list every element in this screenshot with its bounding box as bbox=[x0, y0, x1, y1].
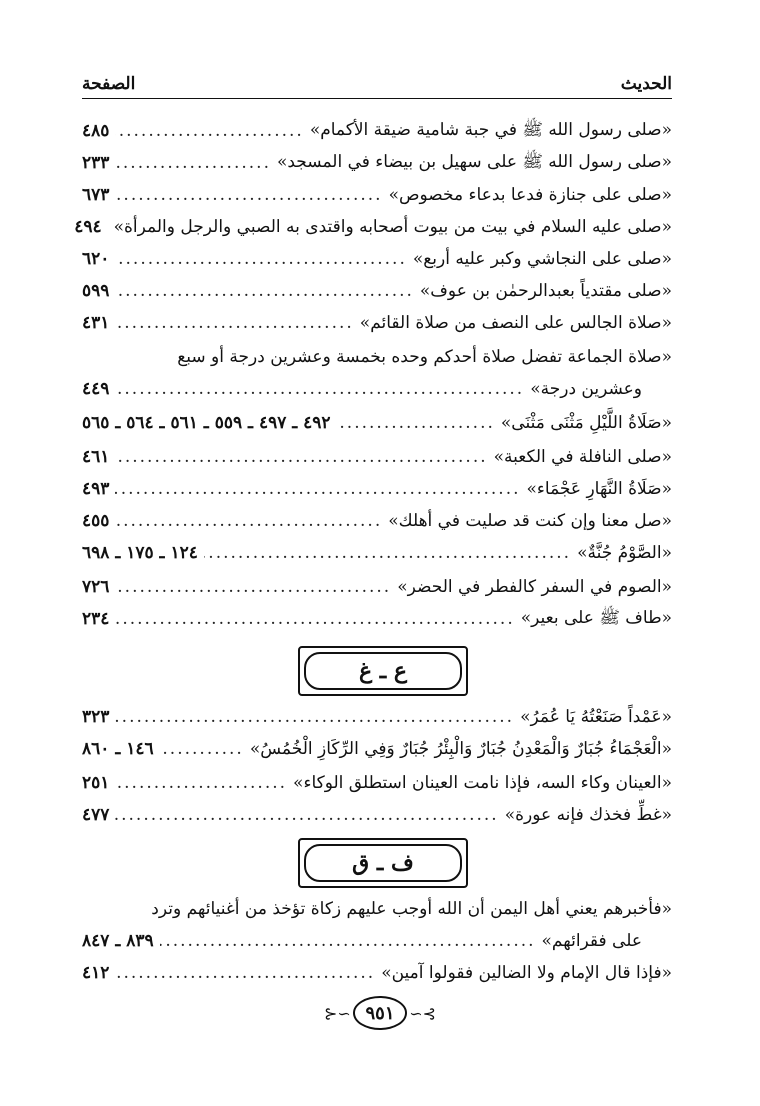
hadith-text: «صلاة الجماعة تفضل صلاة أحدكم وحده بخمسة وعشرين درجة أو سبع bbox=[177, 347, 672, 367]
leader-dots bbox=[115, 281, 414, 301]
index-entry bbox=[74, 212, 672, 242]
leader-dots bbox=[115, 609, 514, 629]
page-ref: ٤٣١ bbox=[82, 313, 110, 333]
leader-dots bbox=[115, 379, 524, 399]
index-entry-line bbox=[82, 342, 672, 372]
hadith-text: «صل معنا وإن كنت قد صليت في أهلك» bbox=[388, 511, 672, 531]
section-heading: ع ـ غ bbox=[304, 652, 462, 690]
hadith-text: «الصوم في السفر كالفطر في الحضر» bbox=[397, 577, 672, 597]
hadith-text: «صلاة الجالس على النصف من صلاة القائم» bbox=[359, 313, 672, 333]
section-heading: ف ـ ق bbox=[304, 844, 462, 882]
hadith-text: «عَمْداً صَنَعْتُهُ يَا عُمَرُ» bbox=[520, 707, 672, 727]
page-ref: ٨٣٩ ـ ٨٤٧ bbox=[82, 931, 154, 951]
leader-dots bbox=[115, 249, 406, 269]
page-ref: ٤٧٧ bbox=[82, 805, 110, 825]
hadith-text: «صلى النافلة في الكعبة» bbox=[493, 447, 672, 467]
hadith-text: «صَلَاةُ النَّهَارِ عَجْمَاء» bbox=[526, 479, 672, 499]
page-ref: ٤٩٣ bbox=[82, 479, 110, 499]
hadith-text: «صَلَاةُ اللَّيْلِ مَثْنَى مَثْنَى» bbox=[500, 413, 672, 433]
leader-dots bbox=[115, 153, 271, 173]
page-column-title: الصفحة bbox=[82, 74, 136, 94]
hadith-text: «صلى مقتدياً بعبدالرحمٰن بن عوف» bbox=[419, 281, 672, 301]
index-entry bbox=[82, 180, 672, 210]
leader-dots bbox=[337, 413, 495, 433]
page-ref: ٧٢٦ bbox=[82, 577, 110, 597]
section-heading-box bbox=[298, 838, 468, 888]
page-ref: ١٢٤ ـ ١٧٥ ـ ٦٩٨ bbox=[82, 543, 198, 563]
page-ref: ٤٤٩ bbox=[82, 379, 110, 399]
hadith-text: «غطِّ فخذك فإنه عورة» bbox=[504, 805, 672, 825]
index-entry bbox=[82, 572, 672, 602]
hadith-text: «طاف ﷺ على بعير» bbox=[520, 607, 672, 628]
hadith-text: «العينان وكاء السه، فإذا نامت العينان استطلق الوكاء» bbox=[293, 773, 672, 793]
page-number: ٩٥١ bbox=[353, 996, 407, 1030]
leader-dots bbox=[115, 707, 514, 727]
hadith-text: «صلى رسول الله ﷺ في جبة شامية ضيقة الأكمام» bbox=[309, 119, 672, 140]
leader-dots bbox=[115, 121, 303, 141]
index-entry bbox=[82, 276, 672, 306]
index-entry bbox=[82, 538, 672, 568]
index-entry bbox=[82, 148, 672, 178]
hadith-text: «فإذا قال الإمام ولا الضالين فقولوا آمين» bbox=[381, 963, 672, 983]
leader-dots bbox=[115, 447, 487, 467]
hadith-column-title: الحديث bbox=[620, 74, 672, 94]
hadith-text: على فقرائهم» bbox=[541, 931, 642, 951]
leader-dots bbox=[115, 805, 498, 825]
index-entry bbox=[82, 308, 672, 338]
index-entry bbox=[82, 926, 672, 956]
index-entry bbox=[82, 734, 672, 764]
index-entry bbox=[82, 506, 672, 536]
page-ref: ٢٥١ bbox=[82, 773, 110, 793]
index-entry bbox=[82, 958, 672, 988]
page-ref: ١٤٦ ـ ٨٦٠ bbox=[82, 739, 154, 759]
leader-dots bbox=[160, 931, 536, 951]
page-ref: ٣٢٣ bbox=[82, 707, 110, 727]
hadith-text: «صلى عليه السلام في بيت من بيوت أصحابه واقتدى به الصبي والرجل والمرأة» bbox=[113, 217, 672, 237]
leader-dots bbox=[115, 511, 382, 531]
index-entry bbox=[82, 768, 672, 798]
hadith-text: «الْعَجْمَاءُ جُبَارٌ وَالْمَعْدِنُ جُبَارٌ وَالْبِئْرُ جُبَارٌ وَفِي الرِّكَازِ الْخُمُسُ» bbox=[249, 739, 672, 759]
leader-dots bbox=[160, 739, 244, 759]
flourish-left-icon: ⊱∽ bbox=[324, 1003, 351, 1023]
index-entry bbox=[82, 702, 672, 732]
page-ref: ٢٣٣ bbox=[82, 153, 110, 173]
page-number-ornament bbox=[322, 996, 438, 1030]
page-ref: ٤٦١ bbox=[82, 447, 110, 467]
page-ref: ٦٢٠ bbox=[82, 249, 110, 269]
index-entry bbox=[82, 604, 672, 634]
hadith-text: «صلى رسول الله ﷺ على سهيل بن بيضاء في المسجد» bbox=[276, 151, 672, 172]
hadith-text: «صلى على جنازة فدعا بدعاء مخصوص» bbox=[388, 185, 672, 205]
page-ref: ٦٧٣ bbox=[82, 185, 110, 205]
leader-dots bbox=[115, 479, 520, 499]
hadith-text: وعشرين درجة» bbox=[530, 379, 642, 399]
page-ref: ٢٣٤ bbox=[82, 609, 110, 629]
hadith-text: «صلى على النجاشي وكبر عليه أربع» bbox=[412, 249, 672, 269]
section-heading-box bbox=[298, 646, 468, 696]
leader-dots bbox=[115, 577, 391, 597]
leader-dots bbox=[204, 543, 571, 563]
index-entry bbox=[82, 374, 672, 404]
index-entry bbox=[82, 800, 672, 830]
page-ref: ٤٥٥ bbox=[82, 511, 110, 531]
column-header bbox=[82, 70, 672, 99]
leader-dots bbox=[115, 185, 382, 205]
index-entry bbox=[82, 442, 672, 472]
leader-dots bbox=[115, 313, 353, 333]
index-entry bbox=[82, 408, 672, 438]
hadith-text: «فأخبرهم يعني أهل اليمن أن الله أوجب عليهم زكاة تؤخذ من أغنيائهم وترد bbox=[151, 899, 672, 919]
index-entry bbox=[82, 244, 672, 274]
page-ref: ٥٩٩ bbox=[82, 281, 110, 301]
leader-dots bbox=[115, 963, 375, 983]
index-entry-line bbox=[82, 894, 672, 924]
page-ref: ٤٨٥ bbox=[82, 121, 110, 141]
index-entry bbox=[82, 116, 672, 146]
hadith-text: «الصَّوْمُ جُنَّةٌ» bbox=[577, 543, 672, 563]
page-ref: ٤١٢ bbox=[82, 963, 110, 983]
flourish-right-icon: ∽⊰ bbox=[409, 1003, 436, 1023]
index-entry bbox=[82, 474, 672, 504]
page-ref: ٤٩٤ bbox=[74, 217, 102, 237]
leader-dots bbox=[115, 773, 287, 793]
page-ref: ٤٩٢ ـ ٤٩٧ ـ ٥٥٩ ـ ٥٦١ ـ ٥٦٤ ـ ٥٦٥ bbox=[82, 413, 331, 433]
